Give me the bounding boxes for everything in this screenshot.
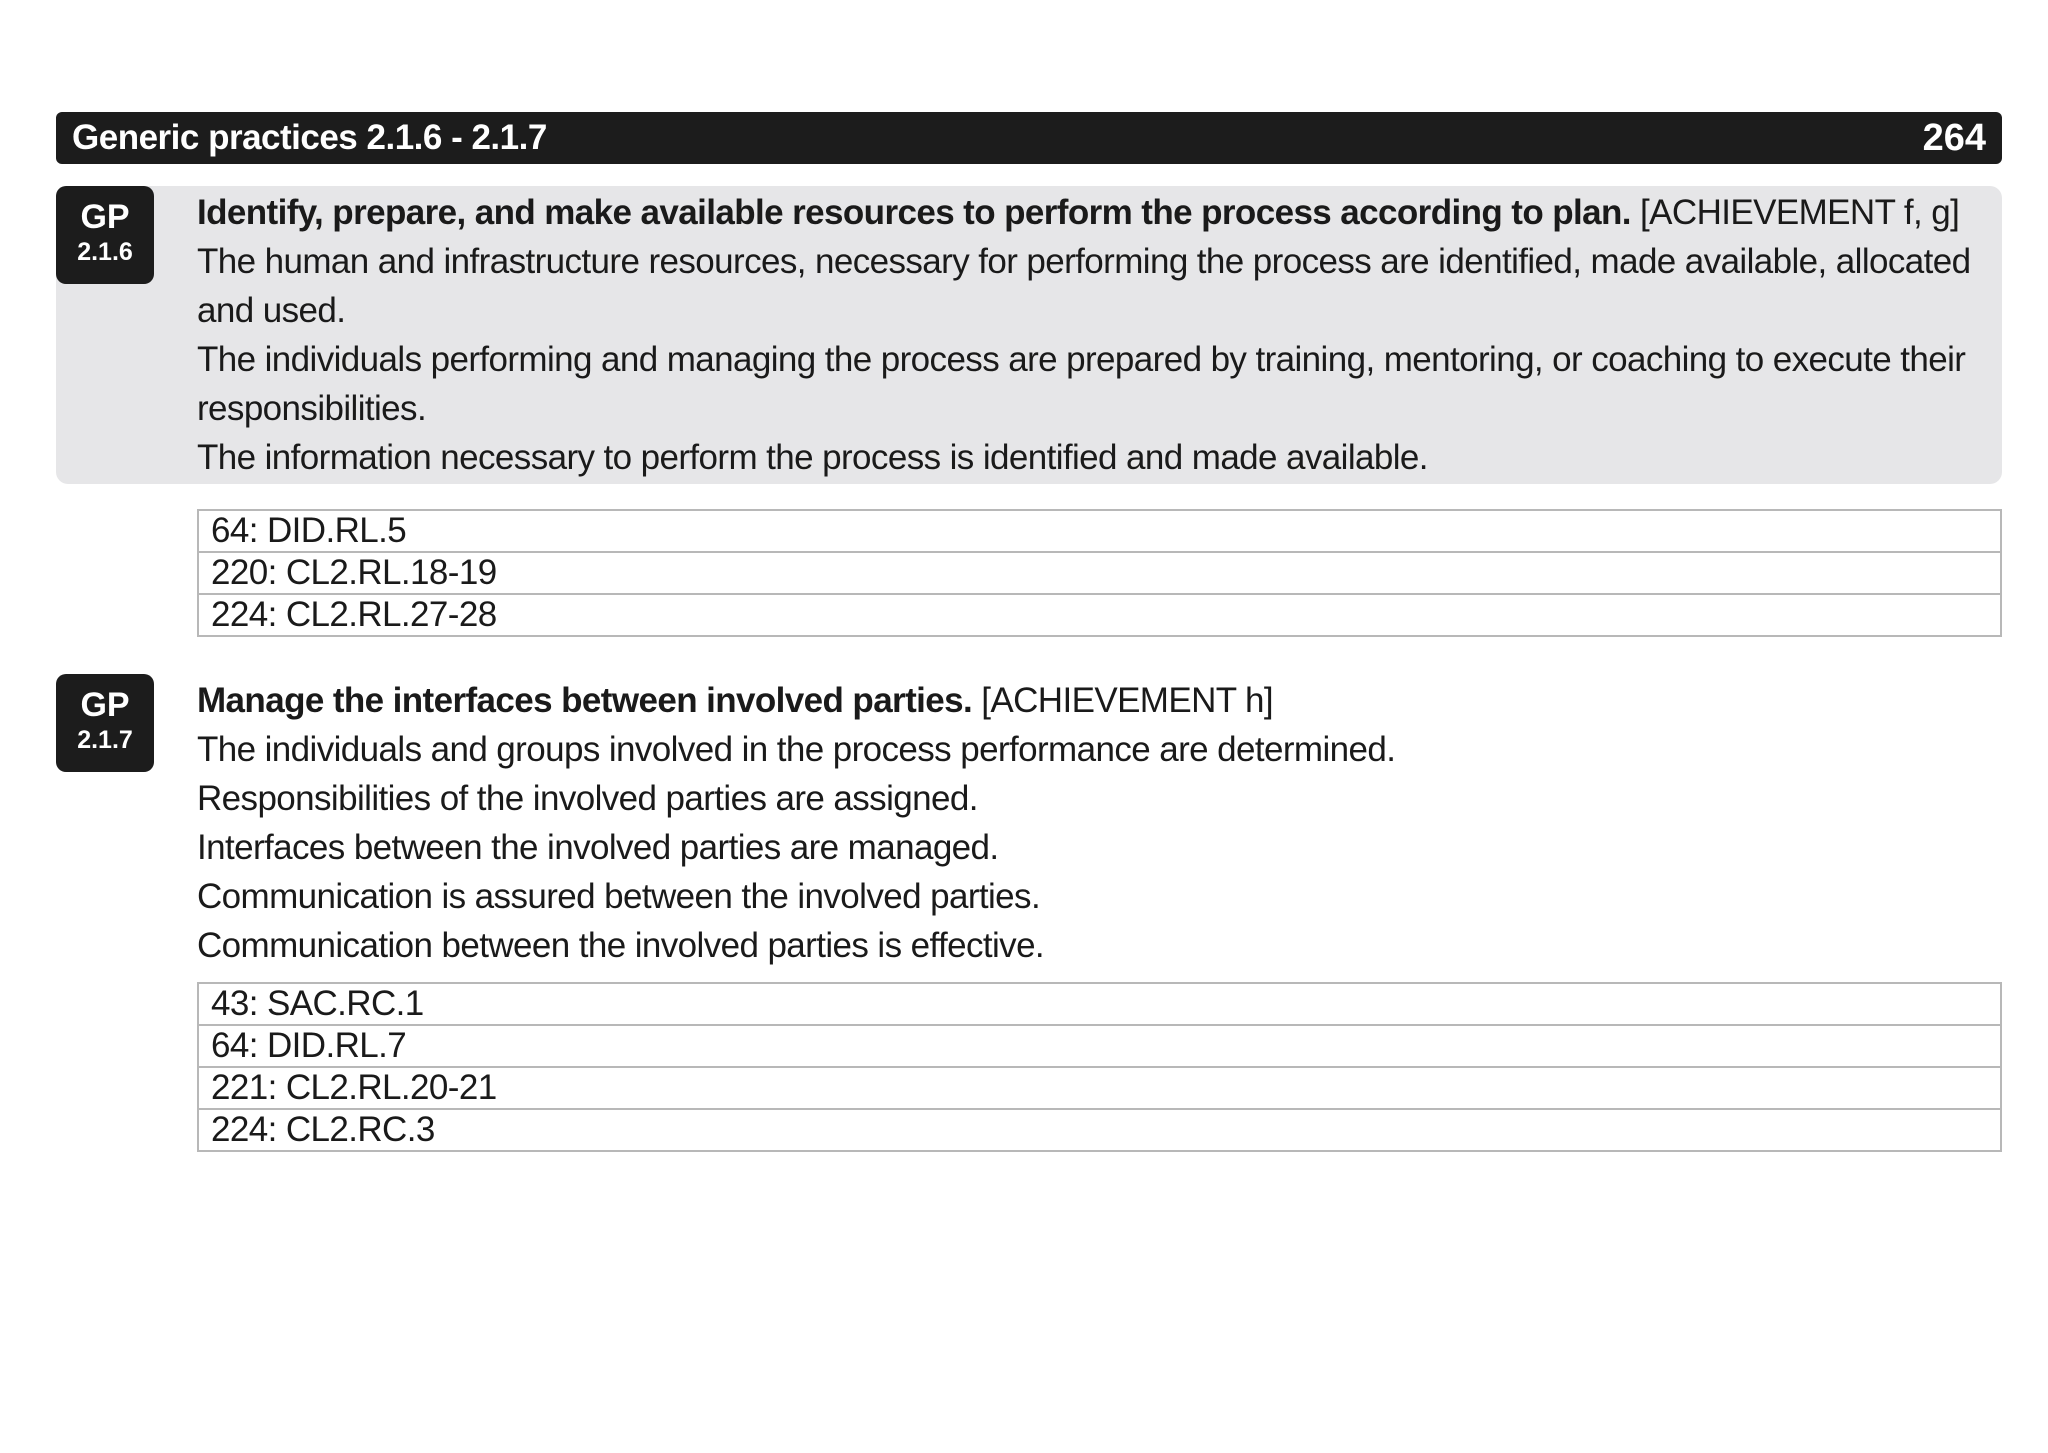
- table-row: [198, 1025, 2001, 1067]
- practice-title: Identify, prepare, and make available resources to perform the process according to plan.: [197, 193, 1631, 232]
- reference-cell: 224: CL2.RC.3: [198, 1109, 2001, 1151]
- practice-achievement: [ACHIEVEMENT f, g]: [1630, 193, 1960, 232]
- table-row: [198, 983, 2001, 1025]
- table-row: [198, 1067, 2001, 1109]
- practice-line: Communication between the involved parties is effective.: [197, 926, 1045, 965]
- practice-line: The individuals and groups involved in the process performance are determined.: [197, 730, 1396, 769]
- section-header-bar: [56, 112, 2002, 164]
- practice-description: [197, 188, 1977, 482]
- practice-achievement: [ACHIEVEMENT h]: [972, 681, 1274, 720]
- reference-cell: 220: CL2.RL.18-19: [198, 552, 2001, 594]
- reference-cell: 64: DID.RL.7: [198, 1025, 2001, 1067]
- reference-table-2-1-6: [197, 509, 2002, 637]
- practice-heading: [197, 188, 1977, 237]
- practice-line: and used.: [197, 291, 346, 330]
- reference-cell: 64: DID.RL.5: [198, 510, 2001, 552]
- practice-line: Communication is assured between the involved parties.: [197, 877, 1041, 916]
- practice-line: Interfaces between the involved parties are managed.: [197, 828, 999, 867]
- section-title: Generic practices 2.1.6 - 2.1.7: [72, 118, 547, 157]
- gp-badge-label: GP: [80, 198, 130, 236]
- practice-title: Manage the interfaces between involved parties.: [197, 681, 973, 720]
- table-row: [198, 1109, 2001, 1151]
- practice-line: Responsibilities of the involved parties are assigned.: [197, 779, 978, 818]
- gp-badge: [56, 674, 154, 772]
- gp-badge: [56, 186, 154, 284]
- practice-description: [197, 676, 1977, 970]
- reference-cell: 224: CL2.RL.27-28: [198, 594, 2001, 636]
- practice-line: The human and infrastructure resources, necessary for performing the process are identified, made available, allocated: [197, 242, 1971, 281]
- practice-heading: [197, 676, 1977, 725]
- gp-badge-number: 2.1.7: [77, 726, 133, 754]
- practice-line: The individuals performing and managing the process are prepared by training, mentoring, or coaching to execute their: [197, 340, 1966, 379]
- generic-practice-2-1-6: [56, 186, 2002, 484]
- generic-practice-2-1-7: [56, 674, 2002, 964]
- table-row: [198, 594, 2001, 636]
- table-row: [198, 510, 2001, 552]
- practice-line: The information necessary to perform the process is identified and made available.: [197, 438, 1428, 477]
- reference-cell: 221: CL2.RL.20-21: [198, 1067, 2001, 1109]
- table-row: [198, 552, 2001, 594]
- gp-badge-number: 2.1.6: [77, 238, 133, 266]
- reference-cell: 43: SAC.RC.1: [198, 983, 2001, 1025]
- practice-line: responsibilities.: [197, 389, 427, 428]
- reference-table-2-1-7: [197, 982, 2002, 1152]
- gp-badge-label: GP: [80, 686, 130, 724]
- page-number: 264: [1922, 116, 1986, 159]
